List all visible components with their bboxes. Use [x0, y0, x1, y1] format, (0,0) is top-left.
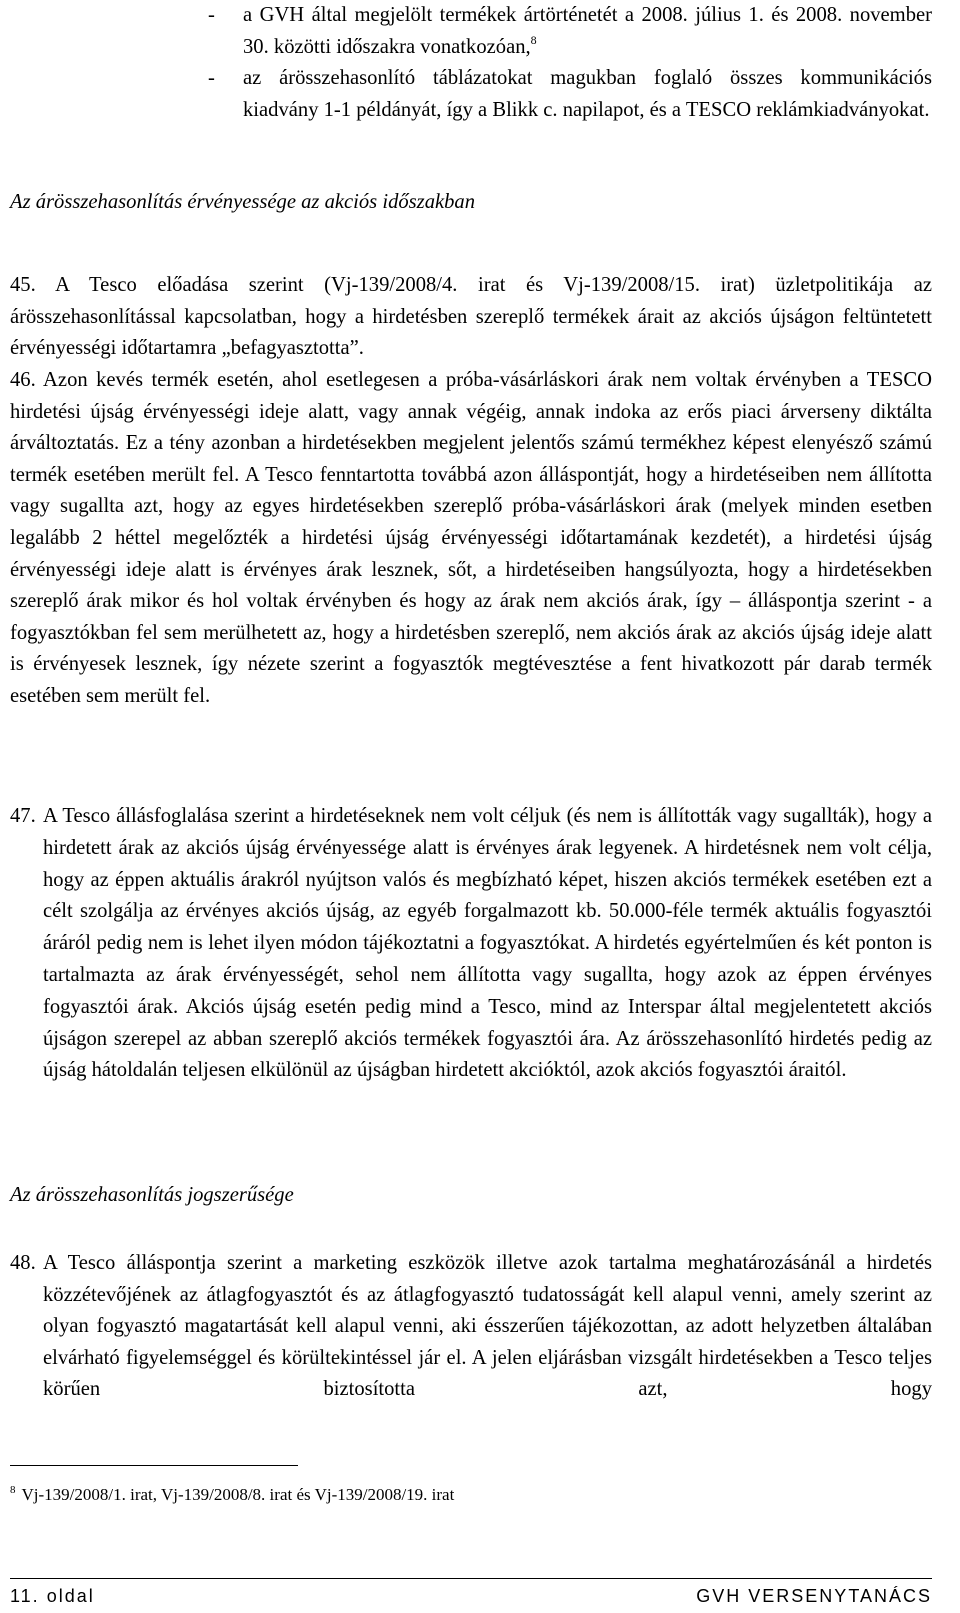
- paragraph-45: 45. A Tesco előadása szerint (Vj-139/2008/4. irat és Vj-139/2008/15. irat) üzletpolitikája az árösszehasonlítással kapcsolatban, hogy a hirdetésben szereplő termékek árait az akciós újságon feltüntetett érvényességi időtartamra „befagyasztotta”.: [10, 274, 932, 360]
- bullet-dash: -: [208, 4, 215, 26]
- bullet-text: a GVH által megjelölt termékek ártörténetét a 2008. július 1. és 2008. november 30. közötti időszakra vonatkozóan,: [243, 4, 932, 58]
- paragraph-46: 46. Azon kevés termék esetén, ahol esetlegesen a próba-vásárláskori árak nem voltak érvényben a TESCO hirdetési újság érvényességi ideje alatt, vagy annak végéig, annak indoka az erős piaci árverseny diktálta árváltoztatás. Ez a tény azonban a hirdetésekben megjelent jelentős számú termékhez képest elenyésző számú termék esetében merült fel. A Tesco fenntartotta továbbá azon álláspontját, hogy a hirdetéseiben nem állította vagy sugallta azt, hogy az egyes hirdetésekben szereplő próba-vásárláskori árak (melyek minden esetben legalább 2 héttel megelőzték a hirdetési újság érvényességi időtartamának kezdetét), a hirdetési újság érvényességi ideje alatt is érvényes árak lesznek, sőt, a hirdetéseiben hangsúlyozta, hogy a hirdetésekben szereplő árak mikor és hol voltak érvényben és hogy az árak nem akciós árak, így – álláspontja szerint - a fogyasztókban fel sem merülhetett az, hogy a hirdetésben szereplő, nem akciós árak az akciós újság ideje alatt is érvényesek lesznek, így nézete szerint a fogyasztók megtévesztése a fent hivatkozott pár darab termék esetében sem merült fel.: [10, 369, 932, 707]
- bullet-dash: -: [208, 67, 215, 89]
- section-heading: Az árösszehasonlítás jogszerűsége: [10, 1184, 294, 1206]
- footnote-separator: [10, 1465, 298, 1466]
- paragraph-48: [10, 1248, 932, 1406]
- paragraph-body: A Tesco állásfoglalása szerint a hirdetéseknek nem volt céljuk (és nem is állították vagy sugallták), hogy a hirdetett árak az akciós újság érvényessége alatt is érvényes árak legyenek. A hirdetésnek nem volt célja, hogy az éppen aktuális árakról nyújtson valós és megbízható képet, hiszen akciós termékek esetében ezt a célt szolgálja az érvényes akciós újság, az egyéb forgalmazott kb. 50.000-féle termék aktuális fogyasztói áráról pedig nem is lehet ilyen módon tájékoztatni a fogyasztókat. A hirdetés egyértelműen és két ponton is tartalmazta az árak érvényességét, sehol nem állította vagy sugallta, hogy azok az éppen érvényes fogyasztói árak. Akciós újság esetén pedig mind a Tesco, mind az Interspar által megjelentetett akciós újságon szerepel az abban szereplő akciós termékek fogyasztói ára. Az árösszehasonlító hirdetés pedig az újság hátoldalán teljesen elkülönül az újságban hirdetett akcióktól, azok akciós fogyasztói áraitól.: [43, 805, 932, 1082]
- page-number: 11. oldal: [10, 1586, 95, 1606]
- paragraph-number: 47.: [10, 805, 36, 827]
- footnote-reference: 8: [530, 32, 537, 47]
- bullet-text: az árösszehasonlító táblázatokat magukban foglaló összes kommunikációs kiadvány 1-1 példányát, így a Blikk c. napilapot, és a TESCO reklámkiadványokat.: [243, 67, 932, 121]
- footnote-mark: 8: [10, 1484, 16, 1496]
- footnote: [10, 1478, 454, 1507]
- footnote-text: Vj-139/2008/1. irat, Vj-139/2008/8. irat és Vj-139/2008/19. irat: [21, 1485, 455, 1504]
- paragraph-body: A Tesco álláspontja szerint a marketing eszközök illetve azok tartalma meghatározásánál a hirdetés közzétevőjének az átlagfogyasztót és az átlagfogyasztó tudatosságát kell alapul venni, amely szerint az olyan fogyasztó magatartását kell alapul venni, aki ésszerűen tájékozottan, az adott helyzetben általában elvárható figyelemséggel és körültekintéssel jár el. A jelen eljárásban vizsgált hirdetésekben a Tesco teljes körűen biztosította azt, hogy: [43, 1252, 932, 1401]
- footer-organization: GVH VERSENYTANÁCS: [696, 1586, 932, 1606]
- paragraph-47: [10, 801, 932, 1087]
- footer-rule: [10, 1578, 932, 1579]
- section-heading: Az árösszehasonlítás érvényessége az akciós időszakban: [10, 191, 476, 213]
- paragraph-number: 48.: [10, 1252, 36, 1274]
